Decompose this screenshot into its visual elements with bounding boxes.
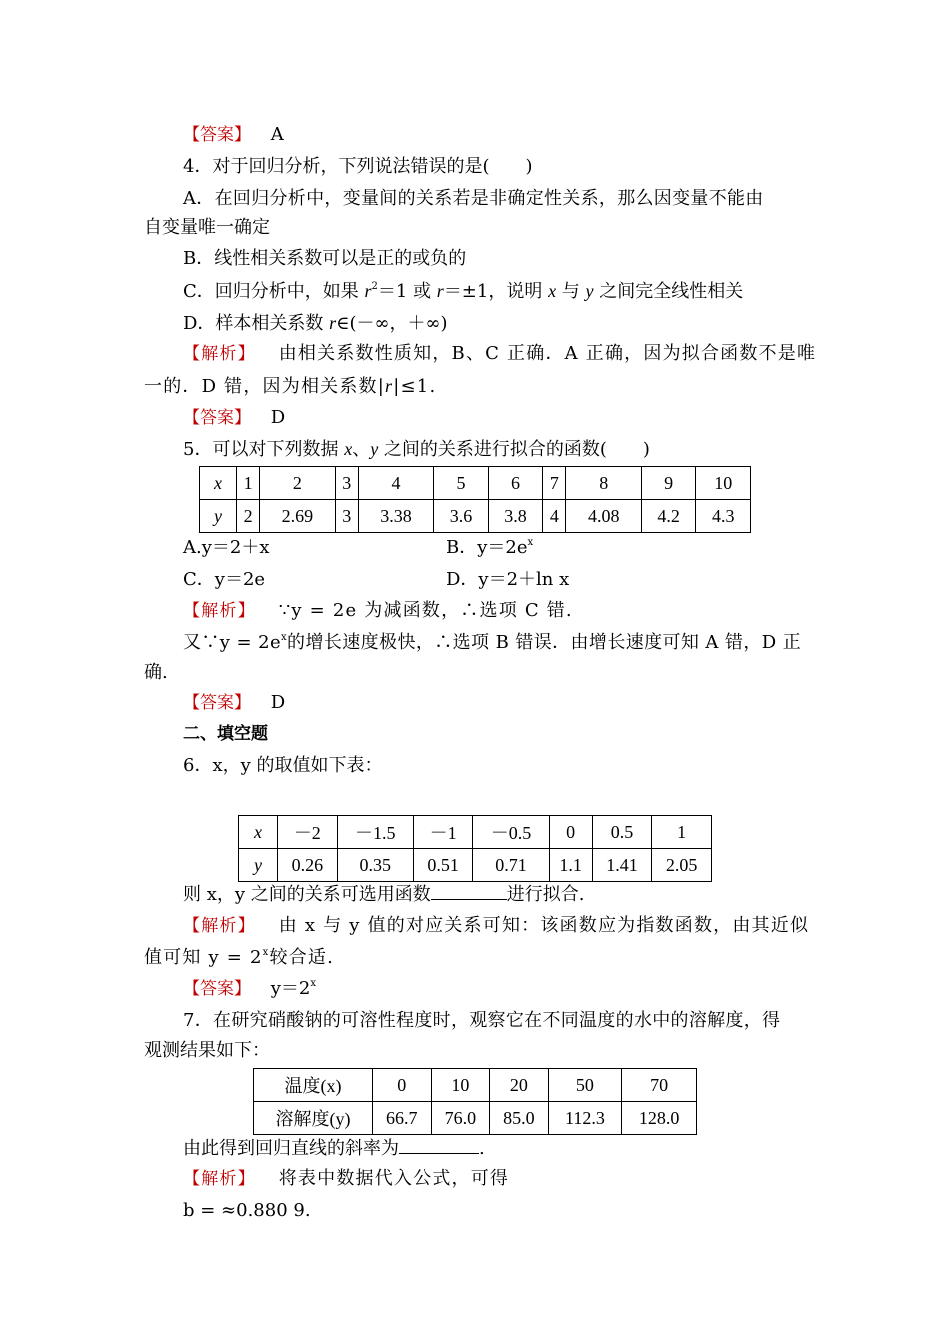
blank-line — [399, 1153, 479, 1154]
q7-analysis-line1: 【解析】 将表中数据代入公式，可得 — [183, 1168, 510, 1189]
table-cell: 0 — [373, 1069, 432, 1102]
q7-after-table: 由此得到回归直线的斜率为 . — [183, 1138, 485, 1159]
q5-stem: 5．可以对下列数据 x、y 之间的关系进行拟合的函数( ) — [183, 439, 650, 460]
table-cell: 9 — [641, 467, 696, 500]
q4-analysis-line1: 【解析】 由相关系数性质知，B、C 正确．A 正确，因为拟合函数不是唯 — [183, 343, 817, 364]
answer-value: A — [270, 124, 284, 145]
q6-after-table: 则 x，y 之间的关系可选用函数 进行拟合. — [183, 884, 585, 905]
table-row-temperature — [254, 1069, 697, 1102]
table-cell: 2 — [260, 467, 335, 500]
q5-analysis-line3: 确. — [144, 662, 168, 683]
table-cell: 76.0 — [431, 1102, 490, 1135]
q7-stem-line2: 观测结果如下： — [144, 1040, 270, 1061]
q5-option-d: D．y＝2＋ln x — [446, 569, 570, 590]
table-cell: 5 — [434, 467, 489, 500]
answer-tag: 【答案】 — [183, 125, 251, 145]
q7-formula: b = ≈0.880 9. — [183, 1200, 311, 1221]
table-cell: 7 — [543, 467, 566, 500]
table-cell: 3.6 — [434, 500, 489, 533]
table-cell: 20 — [490, 1069, 549, 1102]
table-cell: －1.5 — [337, 816, 413, 849]
q5-option-c: C．y＝2e — [183, 569, 266, 590]
table-header-cell: 温度(x) — [254, 1069, 373, 1102]
q6-analysis-line2: 值可知 $y = 2^x$较合适. — [144, 947, 335, 968]
q6-analysis-line1: 【解析】 由 x 与 y 值的对应关系可知：该函数应为指数函数，由其近似 — [183, 915, 810, 936]
table-cell: 0.35 — [337, 849, 413, 882]
table-header-cell: x — [200, 467, 237, 500]
table-header-cell: x — [239, 816, 278, 849]
table-cell: 0.71 — [473, 849, 549, 882]
table-cell: 2.05 — [652, 849, 712, 882]
q5-option-a: A.y＝2＋x — [183, 537, 270, 558]
q6-answer: 【答案】 $y=2^x$ — [183, 978, 316, 999]
table-cell: 0.5 — [592, 816, 652, 849]
q4-analysis-line2: 一的．D 错，因为相关系数|r|≤1. — [144, 376, 437, 397]
table-row-y — [200, 500, 751, 533]
section-heading: 二、填空题 — [183, 724, 268, 744]
q5-analysis-line1: 【解析】 ∵y = 2e 为减函数，∴选项 C 错. — [183, 600, 573, 621]
table-row-y — [239, 849, 712, 882]
table-cell: 0.51 — [413, 849, 473, 882]
table-cell: 1 — [652, 816, 712, 849]
table-cell: 2.69 — [260, 500, 335, 533]
q7-data-table — [253, 1068, 697, 1135]
table-row-solubility — [254, 1102, 697, 1135]
table-cell: 3 — [335, 467, 358, 500]
table-cell: 112.3 — [548, 1102, 622, 1135]
table-cell: 128.0 — [622, 1102, 697, 1135]
table-cell: 4 — [543, 500, 566, 533]
blank-line — [431, 899, 507, 900]
table-cell: 1.41 — [592, 849, 652, 882]
table-cell: 0.26 — [278, 849, 338, 882]
table-header-cell: 溶解度(y) — [254, 1102, 373, 1135]
q5-analysis-line2: 又∵y = $2e^x$的增长速度极快，∴选项 B 错误．由增长速度可知 A 错，D 正 — [183, 632, 802, 653]
q4-stem: 4．对于回归分析，下列说法错误的是( ) — [183, 156, 533, 177]
table-header-cell: y — [200, 500, 237, 533]
table-cell: 3.8 — [488, 500, 543, 533]
table-cell: 3 — [335, 500, 358, 533]
answer-tag: 【答案】 — [183, 979, 251, 999]
table-cell: 85.0 — [490, 1102, 549, 1135]
table-cell: －1 — [413, 816, 473, 849]
table-cell: 8 — [566, 467, 641, 500]
q4-option-c: C．回归分析中，如果 $r^2=1$ 或 r＝±1，说明 x 与 y 之间完全线性相关 — [183, 281, 744, 302]
analysis-tag: 【解析】 — [183, 344, 256, 364]
table-cell: 1 — [237, 467, 260, 500]
table-row-x — [239, 816, 712, 849]
table-cell: 66.7 — [373, 1102, 432, 1135]
table-cell: 50 — [548, 1069, 622, 1102]
q5-data-table — [199, 466, 751, 533]
analysis-tag: 【解析】 — [183, 1169, 256, 1189]
analysis-tag: 【解析】 — [183, 601, 256, 621]
table-cell: 4.08 — [566, 500, 641, 533]
q4-answer: 【答案】 D — [183, 407, 286, 428]
q5-option-b: B．$y=2e^x$ — [446, 537, 534, 558]
answer-tag: 【答案】 — [183, 408, 251, 428]
table-cell: 4.3 — [696, 500, 751, 533]
analysis-tag: 【解析】 — [183, 916, 256, 936]
table-cell: 3.38 — [358, 500, 433, 533]
q4-option-b: B．线性相关系数可以是正的或负的 — [183, 248, 467, 269]
table-cell: 10 — [431, 1069, 490, 1102]
table-cell: －2 — [278, 816, 338, 849]
table-cell: 4 — [358, 467, 433, 500]
table-cell: 70 — [622, 1069, 697, 1102]
table-cell: 10 — [696, 467, 751, 500]
table-cell: 0 — [549, 816, 592, 849]
q5-answer: 【答案】 D — [183, 692, 286, 713]
q7-stem-line1: 7．在研究硝酸钠的可溶性程度时，观察它在不同温度的水中的溶解度，得 — [183, 1010, 781, 1031]
q6-data-table — [238, 815, 712, 882]
q4-option-a-line1: A．在回归分析中，变量间的关系若是非确定性关系，那么因变量不能由 — [183, 188, 764, 209]
table-cell: 2 — [237, 500, 260, 533]
answer-tag: 【答案】 — [183, 693, 251, 713]
table-row-x — [200, 467, 751, 500]
q4-option-d: D．样本相关系数 r∈(－∞，＋∞) — [183, 313, 448, 334]
q4-option-a-line2: 自变量唯一确定 — [144, 217, 270, 238]
table-cell: 1.1 — [549, 849, 592, 882]
table-cell: 4.2 — [641, 500, 696, 533]
answer-line-3 — [183, 122, 284, 148]
q6-stem: 6．x，y 的取值如下表： — [183, 755, 383, 776]
table-header-cell: y — [239, 849, 278, 882]
table-cell: 6 — [488, 467, 543, 500]
table-cell: －0.5 — [473, 816, 549, 849]
